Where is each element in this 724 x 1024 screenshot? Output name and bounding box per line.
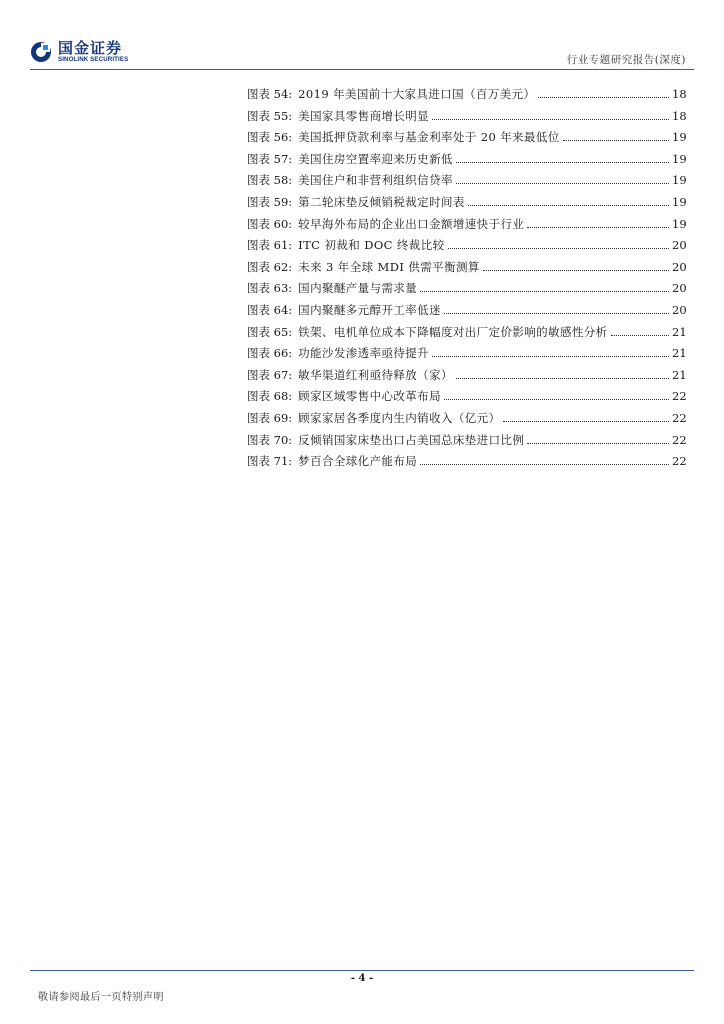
toc-entry-title: 未来 3 年全球 MDI 供需平衡测算 [298,259,480,274]
toc-entry-page: 21 [672,324,687,339]
sinolink-logo-icon [30,41,52,63]
footer-disclaimer: 敬请参阅最后一页特别声明 [38,992,164,1003]
toc-entry[interactable] [247,453,686,475]
toc-entry-title: 铁架、电机单位成本下降幅度对出厂定价影响的敏感性分析 [298,324,608,339]
toc-dot-leader [538,96,669,98]
toc-entry-title: 梦百合全球化产能布局 [298,454,418,469]
header-divider [30,69,694,70]
toc-entry-title: 敏华渠道红利亟待释放（家） [298,367,453,382]
toc-entry-label: 图表 60: [247,216,293,231]
toc-entry-title: 美国家具零售商增长明显 [298,108,430,123]
toc-entry-page: 20 [672,302,687,317]
toc-entry[interactable] [247,259,686,281]
toc-dot-leader [527,226,669,228]
toc-entry-title: 美国住户和非营利组织信贷率 [298,173,453,188]
toc-entry[interactable] [247,410,686,432]
figure-list [247,86,686,475]
toc-entry-page: 18 [672,87,687,101]
toc-dot-leader [456,377,669,379]
toc-entry[interactable] [247,151,686,173]
toc-entry-page: 22 [672,389,687,404]
toc-entry-label: 图表 67: [247,367,293,382]
toc-entry-title: 第二轮床垫反倾销税裁定时间表 [298,194,465,209]
toc-entry[interactable] [247,367,686,389]
toc-entry-label: 图表 54: [247,87,293,101]
toc-entry[interactable] [247,129,686,151]
toc-entry-label: 图表 70: [247,432,293,447]
toc-dot-leader [456,161,669,163]
toc-entry-label: 图表 58: [247,173,293,188]
toc-entry-title: 2019 年美国前十大家具进口国（百万美元） [298,87,536,101]
toc-entry-page: 20 [672,281,687,296]
logo-chinese-text: 国金证券 [58,39,123,57]
toc-entry[interactable] [247,324,686,346]
toc-entry[interactable] [247,302,686,324]
toc-entry-label: 图表 56: [247,130,293,145]
toc-dot-leader [420,463,669,465]
toc-entry-page: 20 [672,238,687,253]
toc-entry[interactable] [247,216,686,238]
toc-entry-title: 功能沙发渗透率亟待提升 [298,346,430,361]
toc-entry[interactable] [247,432,686,454]
toc-entry-label: 图表 59: [247,194,293,209]
toc-entry-title: 国内聚醚产量与需求量 [298,281,418,296]
toc-dot-leader [503,420,669,422]
toc-dot-leader [432,118,669,120]
toc-entry-page: 19 [672,216,687,231]
toc-entry-title: 顾家区域零售中心改革布局 [298,389,441,404]
toc-entry[interactable] [247,194,686,216]
toc-entry-page: 22 [672,410,687,425]
toc-dot-leader [432,355,669,357]
toc-entry-label: 图表 61: [247,238,293,253]
toc-dot-leader [563,139,669,141]
toc-entry-page: 19 [672,173,687,188]
toc-entry-label: 图表 68: [247,389,293,404]
logo-english-text: SINOLINK SECURITIES [58,56,129,63]
toc-entry-label: 图表 64: [247,302,293,317]
toc-dot-leader [448,247,670,249]
toc-dot-leader [420,290,669,292]
page-header [0,0,724,70]
toc-entry-page: 19 [672,194,687,209]
footer-divider [30,970,694,971]
toc-entry-title: 美国住房空置率迎来历史新低 [298,151,453,166]
toc-entry-page: 21 [672,346,687,361]
toc-dot-leader [611,334,669,336]
toc-entry[interactable] [247,86,686,108]
toc-entry-label: 图表 55: [247,108,293,123]
toc-entry-title: ITC 初裁和 DOC 终裁比较 [298,238,445,253]
toc-dot-leader [444,398,669,400]
toc-dot-leader [483,269,669,271]
toc-entry-label: 图表 69: [247,410,293,425]
toc-entry-title: 反倾销国家床垫出口占美国总床垫进口比例 [298,432,525,447]
toc-dot-leader [444,312,669,314]
toc-dot-leader [527,442,669,444]
toc-entry-page: 22 [672,454,687,469]
toc-entry-label: 图表 63: [247,281,293,296]
toc-entry[interactable] [247,108,686,130]
toc-entry-page: 22 [672,432,687,447]
toc-entry-page: 18 [672,108,687,123]
toc-entry-page: 19 [672,130,687,145]
report-type-title: 行业专题研究报告(深度) [566,54,686,66]
toc-entry-title: 美国抵押贷款利率与基金利率处于 20 年来最低位 [298,130,560,145]
toc-entry-label: 图表 71: [247,454,293,469]
toc-entry-page: 20 [672,259,687,274]
toc-entry[interactable] [247,345,686,367]
toc-dot-leader [468,204,669,206]
toc-entry[interactable] [247,280,686,302]
toc-entry-label: 图表 62: [247,259,293,274]
toc-entry-page: 21 [672,367,687,382]
toc-entry-label: 图表 57: [247,151,293,166]
toc-entry-title: 国内聚醚多元醇开工率低迷 [298,302,441,317]
toc-entry[interactable] [247,237,686,259]
toc-entry-title: 较早海外布局的企业出口金额增速快于行业 [298,216,525,231]
toc-entry-page: 19 [672,151,687,166]
toc-entry[interactable] [247,388,686,410]
toc-entry-label: 图表 65: [247,324,293,339]
toc-entry-title: 顾家家居各季度内生内销收入（亿元） [298,410,501,425]
toc-entry[interactable] [247,172,686,194]
toc-dot-leader [456,182,669,184]
toc-entry-label: 图表 66: [247,346,293,361]
page-number: - 4 - [350,973,374,984]
company-logo [30,40,128,64]
